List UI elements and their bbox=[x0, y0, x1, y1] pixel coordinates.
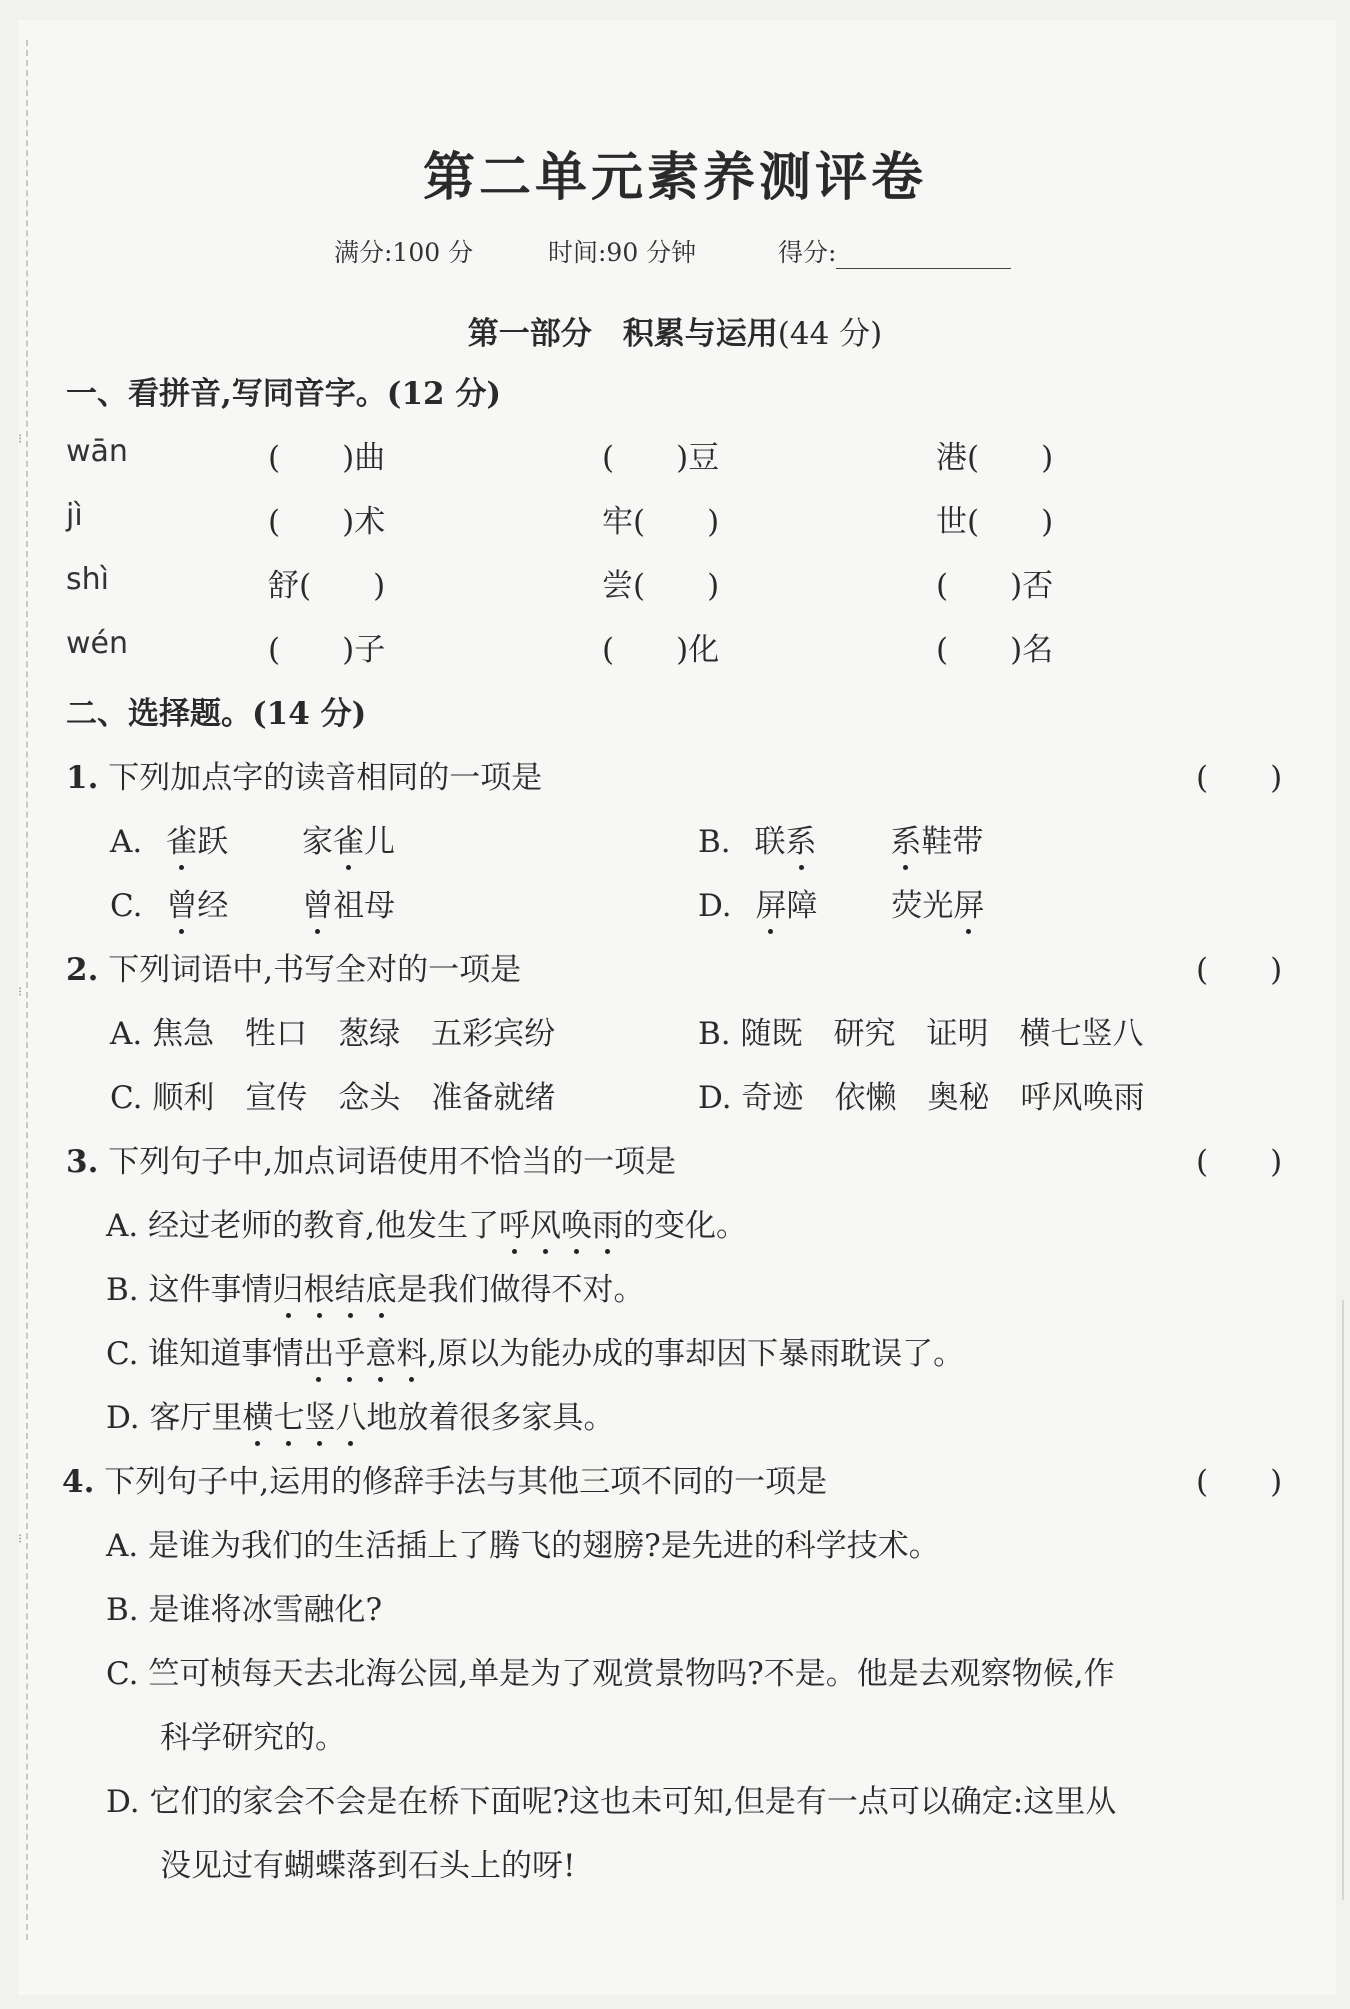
question-2-stem bbox=[66, 944, 521, 989]
question-4-stem bbox=[62, 1456, 827, 1501]
dotted-char: 呼 bbox=[499, 1200, 530, 1245]
question-number: 4. bbox=[62, 1464, 95, 1500]
dotted-phrase bbox=[303, 1336, 427, 1372]
q3-option-a[interactable] bbox=[106, 1200, 747, 1245]
question-number: 2. bbox=[66, 952, 99, 988]
section1-heading-text: 一、看拼音,写同音字。(12 分) bbox=[66, 376, 502, 412]
option-label: B. bbox=[698, 824, 731, 860]
dotted-char: 料 bbox=[396, 1328, 427, 1373]
option-label: D. bbox=[698, 888, 732, 924]
q1-option-a[interactable] bbox=[110, 816, 395, 861]
q2-option-b[interactable]: B. 随既 研究 证明 横七竖八 bbox=[698, 1016, 1144, 1052]
pinyin-wan: wān bbox=[66, 434, 128, 469]
option-text: 地放着很多家具。 bbox=[366, 1400, 615, 1436]
dotted-char: 雀 bbox=[333, 816, 364, 861]
dotted-char: 横 bbox=[242, 1392, 273, 1437]
binding-margin-mark: ⁝ bbox=[18, 1532, 23, 1547]
q4-option-c-cont: 科学研究的。 bbox=[160, 1720, 346, 1756]
blank-cell[interactable]: ( )否 bbox=[936, 568, 1054, 604]
blank-cell[interactable]: 牢( ) bbox=[602, 504, 720, 540]
word-text: 鞋带 bbox=[921, 824, 984, 860]
q4-option-d[interactable]: D. 它们的家会不会是在桥下面呢?这也未可知,但是有一点可以确定:这里从 bbox=[106, 1784, 1117, 1820]
part-points: (44 分) bbox=[777, 316, 883, 352]
q1-option-d[interactable] bbox=[698, 880, 984, 925]
dotted-char: 屏 bbox=[953, 880, 984, 925]
dotted-char: 八 bbox=[335, 1392, 366, 1437]
q3-option-b[interactable] bbox=[106, 1264, 645, 1309]
q4-option-b[interactable]: B. 是谁将冰雪融化? bbox=[106, 1592, 383, 1628]
option-text: 的变化。 bbox=[622, 1208, 747, 1244]
question-number: 1. bbox=[66, 760, 99, 796]
question-text: 下列词语中,书写全对的一项是 bbox=[108, 952, 522, 988]
binding-margin-mark: ⁝ bbox=[18, 985, 23, 1000]
page-edge-line bbox=[1342, 1300, 1344, 1900]
question-number: 3. bbox=[66, 1144, 99, 1180]
section2-heading bbox=[66, 688, 366, 733]
option-text: B. 这件事情 bbox=[106, 1272, 273, 1308]
option-text: 是我们做得不对。 bbox=[396, 1272, 645, 1308]
dotted-char: 乎 bbox=[334, 1328, 365, 1373]
q4-option-c[interactable]: C. 竺可桢每天去北海公园,单是为了观赏景物吗?不是。他是去观察物候,作 bbox=[106, 1656, 1115, 1692]
q2-option-c[interactable]: C. 顺利 宣传 念头 准备就绪 bbox=[110, 1080, 556, 1116]
dotted-phrase bbox=[242, 1400, 366, 1436]
section2-heading-text: 二、选择题。(14 分) bbox=[66, 696, 367, 732]
part-number: 第一部分 bbox=[467, 316, 592, 352]
word-text: 祖母 bbox=[333, 888, 396, 924]
dotted-char: 曾 bbox=[166, 880, 197, 925]
dotted-char: 屏 bbox=[755, 880, 786, 925]
full-score: 满分:100 分 bbox=[334, 238, 474, 267]
answer-blank[interactable]: ( ) bbox=[1196, 1464, 1283, 1500]
word-text: 家 bbox=[301, 824, 333, 860]
dotted-phrase bbox=[273, 1272, 397, 1308]
blank-cell[interactable]: ( )术 bbox=[268, 504, 386, 540]
dotted-char: 根 bbox=[304, 1264, 335, 1309]
score-field[interactable] bbox=[778, 233, 1011, 269]
score-blank[interactable] bbox=[836, 244, 1011, 269]
dotted-char: 雀 bbox=[166, 816, 197, 861]
option-text: C. 谁知道事情 bbox=[106, 1336, 304, 1372]
pinyin-wen: wén bbox=[66, 626, 129, 661]
word-text: 荧光 bbox=[891, 888, 954, 924]
dotted-char: 竖 bbox=[304, 1392, 335, 1437]
dotted-char: 系 bbox=[890, 816, 921, 861]
time-limit: 时间:90 分钟 bbox=[548, 238, 697, 267]
blank-cell[interactable]: ( )名 bbox=[936, 632, 1054, 668]
dotted-char: 风 bbox=[530, 1200, 561, 1245]
option-text: A. 经过老师的教育,他发生了 bbox=[106, 1208, 499, 1244]
question-3-stem bbox=[66, 1136, 676, 1181]
q4-option-a[interactable]: A. 是谁为我们的生活插上了腾飞的翅膀?是先进的科学技术。 bbox=[106, 1528, 940, 1564]
blank-cell[interactable]: 舒( ) bbox=[268, 568, 386, 604]
part-subtitle: 积累与运用 bbox=[622, 316, 778, 352]
part-title bbox=[0, 308, 1350, 353]
option-label: C. bbox=[110, 888, 143, 924]
word-text: 跃 bbox=[197, 824, 229, 860]
blank-cell[interactable]: ( )子 bbox=[268, 632, 386, 668]
blank-cell[interactable]: ( )豆 bbox=[602, 440, 720, 476]
blank-cell[interactable]: 尝( ) bbox=[602, 568, 720, 604]
q2-option-a[interactable]: A. 焦急 牲口 葱绿 五彩宾纷 bbox=[110, 1016, 556, 1052]
answer-blank[interactable]: ( ) bbox=[1196, 952, 1283, 988]
dotted-char: 七 bbox=[273, 1392, 304, 1437]
dotted-char: 结 bbox=[335, 1264, 366, 1309]
answer-blank[interactable]: ( ) bbox=[1196, 760, 1283, 796]
word-text: 儿 bbox=[363, 824, 395, 860]
page-title: 第二单元素养测评卷 bbox=[422, 147, 927, 208]
question-text: 下列句子中,运用的修辞手法与其他三项不同的一项是 bbox=[104, 1464, 828, 1500]
dotted-char: 意 bbox=[365, 1328, 396, 1373]
dotted-char: 归 bbox=[273, 1264, 304, 1309]
pinyin-shi: shì bbox=[66, 562, 109, 597]
answer-blank[interactable]: ( ) bbox=[1196, 1144, 1283, 1180]
question-text: 下列句子中,加点词语使用不恰当的一项是 bbox=[108, 1144, 677, 1180]
dotted-char: 系 bbox=[786, 816, 817, 861]
option-text: ,原以为能办成的事却因下暴雨耽误了。 bbox=[427, 1336, 965, 1372]
q1-option-b[interactable] bbox=[698, 816, 983, 861]
dotted-char: 曾 bbox=[302, 880, 333, 925]
dotted-char: 唤 bbox=[561, 1200, 592, 1245]
dotted-char: 底 bbox=[366, 1264, 397, 1309]
question-text: 下列加点字的读音相同的一项是 bbox=[108, 760, 543, 796]
word-text: 障 bbox=[786, 888, 818, 924]
dotted-char: 雨 bbox=[592, 1200, 623, 1245]
blank-cell[interactable]: 世( ) bbox=[936, 504, 1054, 540]
dotted-phrase bbox=[499, 1208, 623, 1244]
question-1-stem bbox=[66, 752, 542, 797]
option-text: D. 客厅里 bbox=[106, 1400, 243, 1436]
q1-option-c[interactable] bbox=[110, 880, 395, 925]
word-text: 联 bbox=[754, 824, 786, 860]
blank-cell[interactable]: 港( ) bbox=[936, 440, 1054, 476]
dotted-char: 出 bbox=[303, 1328, 334, 1373]
section1-heading bbox=[66, 368, 501, 413]
q4-option-d-cont: 没见过有蝴蝶落到石头上的呀! bbox=[160, 1848, 576, 1884]
blank-cell[interactable]: ( )化 bbox=[602, 632, 720, 668]
pinyin-ji: jì bbox=[66, 498, 83, 533]
q3-option-d[interactable] bbox=[106, 1392, 614, 1437]
q2-option-d[interactable]: D. 奇迹 依懒 奥秘 呼风唤雨 bbox=[698, 1080, 1145, 1116]
blank-cell[interactable]: ( )曲 bbox=[268, 440, 386, 476]
q3-option-c[interactable] bbox=[106, 1328, 964, 1373]
score-label: 得分: bbox=[778, 238, 837, 267]
option-label: A. bbox=[110, 824, 143, 860]
binding-margin-mark: ⁝ bbox=[18, 432, 23, 447]
word-text: 经 bbox=[197, 888, 229, 924]
